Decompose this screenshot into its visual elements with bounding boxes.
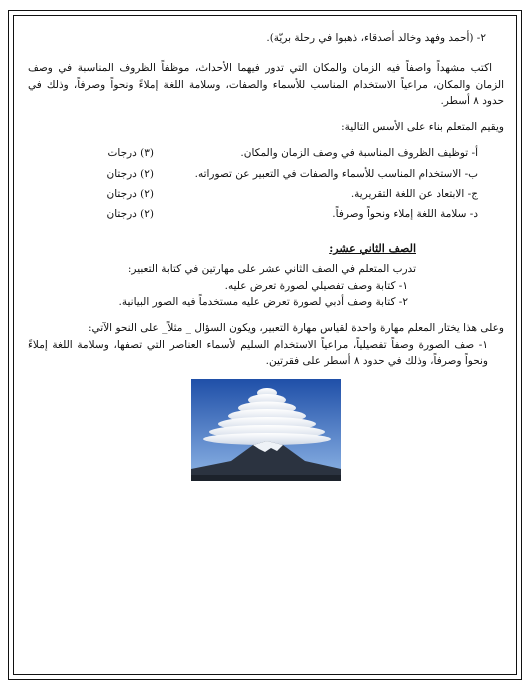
writing-instruction: اكتب مشهداً واصفاً فيه الزمان والمكان التي تدور فيهما الأحداث، موظفاً الظروف المناسبة في وصف الزمان والمكان، مراعياً الاستخدام المناسب للأسماء والصفات، وسلامة اللغة إملاءً ونحواً وصرفاً، وذلك في حدود ٨ أسطر. [28,62,504,107]
item-2-scenario: ٢- (أحمد وفهد وخالد أصدقاء، ذهبوا في رحلة بريّة). [266,32,486,44]
sample-question: ١- صف الصورة وصفاً تفصيلياً، مراعياً الاستخدام السليم لأسماء العناصر التي تصفها، وسلامة اللغة إملاءً ونحواً وصرفاً، وذلك في حدود ٨ أسطر على فقرتين. [28,338,488,367]
grade-12-heading: الصف الثاني عشر: [329,242,416,256]
criteria-label: د- سلامة اللغة إملاء ونحواً وصرفاً. [332,208,478,221]
grade-12-skills [28,261,504,310]
criteria-label: ب- الاستخدام المناسب للأسماء والصفات في التعبير عن تصوراته. [194,167,478,180]
criteria-row [28,145,504,161]
document-body [28,30,504,481]
selection-note: وعلى هذا يختار المعلم مهارة واحدة لقياس مهارة التعبير، ويكون السؤال _ مثلاً_ على النحو الآتي: [87,322,504,335]
criteria-row [28,166,504,182]
skill-item: ١- كتابة وصف تفصيلي لصورة تعرض عليه. [224,279,408,292]
criteria-row [28,206,504,222]
criteria-label: ج- الابتعاد عن اللغة التقريرية. [350,187,478,200]
criteria-score: (٢) درجتان [106,208,154,221]
photo-lenticular-cloud-over-mountain-icon [191,379,341,481]
criteria-label: أ- توظيف الظروف المناسبة في وصف الزمان والمكان. [240,147,478,160]
lenticular-cloud-photo [191,379,341,481]
criteria-intro: ويقيم المتعلم بناء على الأسس التالية: [341,121,504,134]
foreground [191,475,341,481]
skill-item: ٢- كتابة وصف أدبي لصورة تعرض عليه مستخدماً فيه الصور البيانية. [118,295,408,308]
grade-12-intro: تدرب المتعلم في الصف الثاني عشر على مهارتين في كتابة التعبير: [127,263,416,276]
criteria-score: (٣) درجات [107,147,154,160]
criteria-score: (٢) درجتان [106,167,154,180]
criteria-list [28,145,504,222]
criteria-row [28,186,504,202]
criteria-score: (٢) درجتان [106,187,154,200]
